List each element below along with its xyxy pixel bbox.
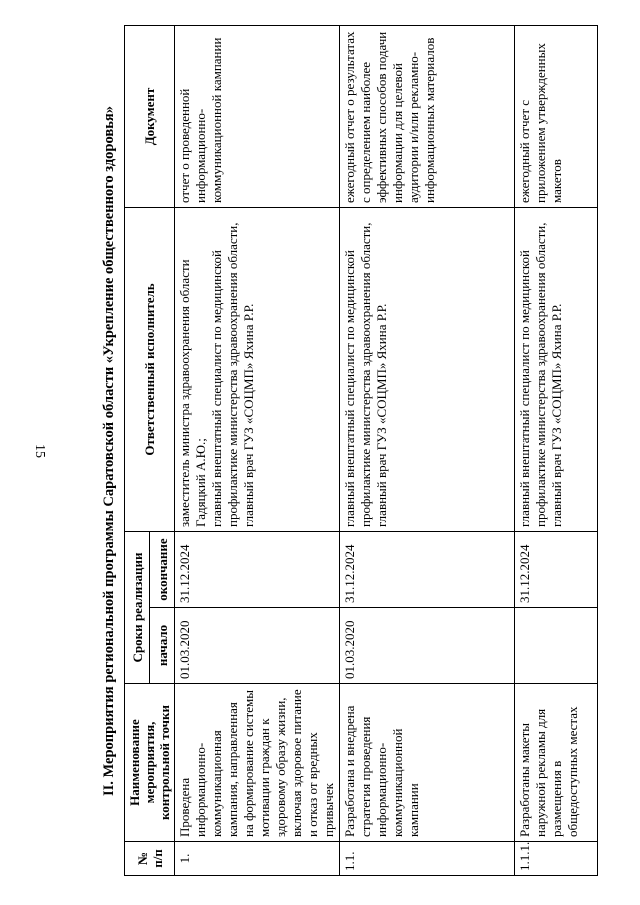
header-num: № п/п bbox=[125, 842, 175, 876]
row-end: 31.12.2024 bbox=[175, 531, 340, 607]
header-row bbox=[125, 25, 150, 875]
rotated-content bbox=[94, 26, 580, 876]
row-num: 1.1.1. bbox=[515, 842, 598, 876]
page-number: 15 bbox=[32, 444, 47, 458]
row-num: 1.1. bbox=[340, 842, 515, 876]
row-name: Проведена информационно-коммуникационная кампания, направленная на формирование системы мотивации граждан к здоровому образу жизни, включая здоровое питание и отказ от вредных привычек bbox=[175, 684, 340, 842]
header-executor: Ответственный исполнитель bbox=[125, 207, 175, 531]
header-name: Наименование мероприятия, контрольной точки bbox=[125, 684, 175, 842]
header-start: начало bbox=[150, 608, 175, 684]
header-document: Документ bbox=[125, 25, 175, 207]
table-row bbox=[515, 25, 598, 875]
row-document: ежегодный отчет с приложением утвержденных макетов bbox=[515, 25, 598, 207]
row-executor: главный внештатный специалист по медицинской профилактике министерства здравоохранения области, главный врач ГУЗ «СОЦМП» Яхина Р.Р. bbox=[515, 207, 598, 531]
row-start: 01.03.2020 bbox=[340, 608, 515, 684]
row-document: отчет о проведенной информационно-коммуникационной кампании bbox=[175, 25, 340, 207]
section-title: II. Мероприятия региональной программы Саратовской области «Укрепление общественного здоровья» bbox=[101, 106, 117, 796]
events-table bbox=[124, 25, 598, 876]
row-start: 01.03.2020 bbox=[175, 608, 340, 684]
row-end: 31.12.2024 bbox=[515, 531, 598, 607]
row-executor: заместитель министра здравоохранения области Гадяцкий А.Ю.; главный внештатный специалист по медицинской профилактике министерства здравоохранения области, главный врач ГУЗ «СОЦМП» Яхина Р.Р. bbox=[175, 207, 340, 531]
table-row bbox=[340, 25, 515, 875]
row-num: 1. bbox=[175, 842, 340, 876]
header-end: окончание bbox=[150, 531, 175, 607]
table-row bbox=[175, 25, 340, 875]
row-document: ежегодный отчет о результатах с определением наиболее эффективных способов подачи информации для целевой аудитории и/или рекламно-информационных материалов bbox=[340, 25, 515, 207]
row-end: 31.12.2024 bbox=[340, 531, 515, 607]
row-name: Разработаны макеты наружной рекламы для размещения в общедоступных местах bbox=[515, 684, 598, 842]
row-start bbox=[515, 608, 598, 684]
row-name: Разработана и внедрена стратегия проведения информационно-коммуникационной кампании bbox=[340, 684, 515, 842]
header-period: Сроки реализации bbox=[125, 531, 150, 683]
row-executor: главный внештатный специалист по медицинской профилактике министерства здравоохранения области, главный врач ГУЗ «СОЦМП» Яхина Р.Р. bbox=[340, 207, 515, 531]
